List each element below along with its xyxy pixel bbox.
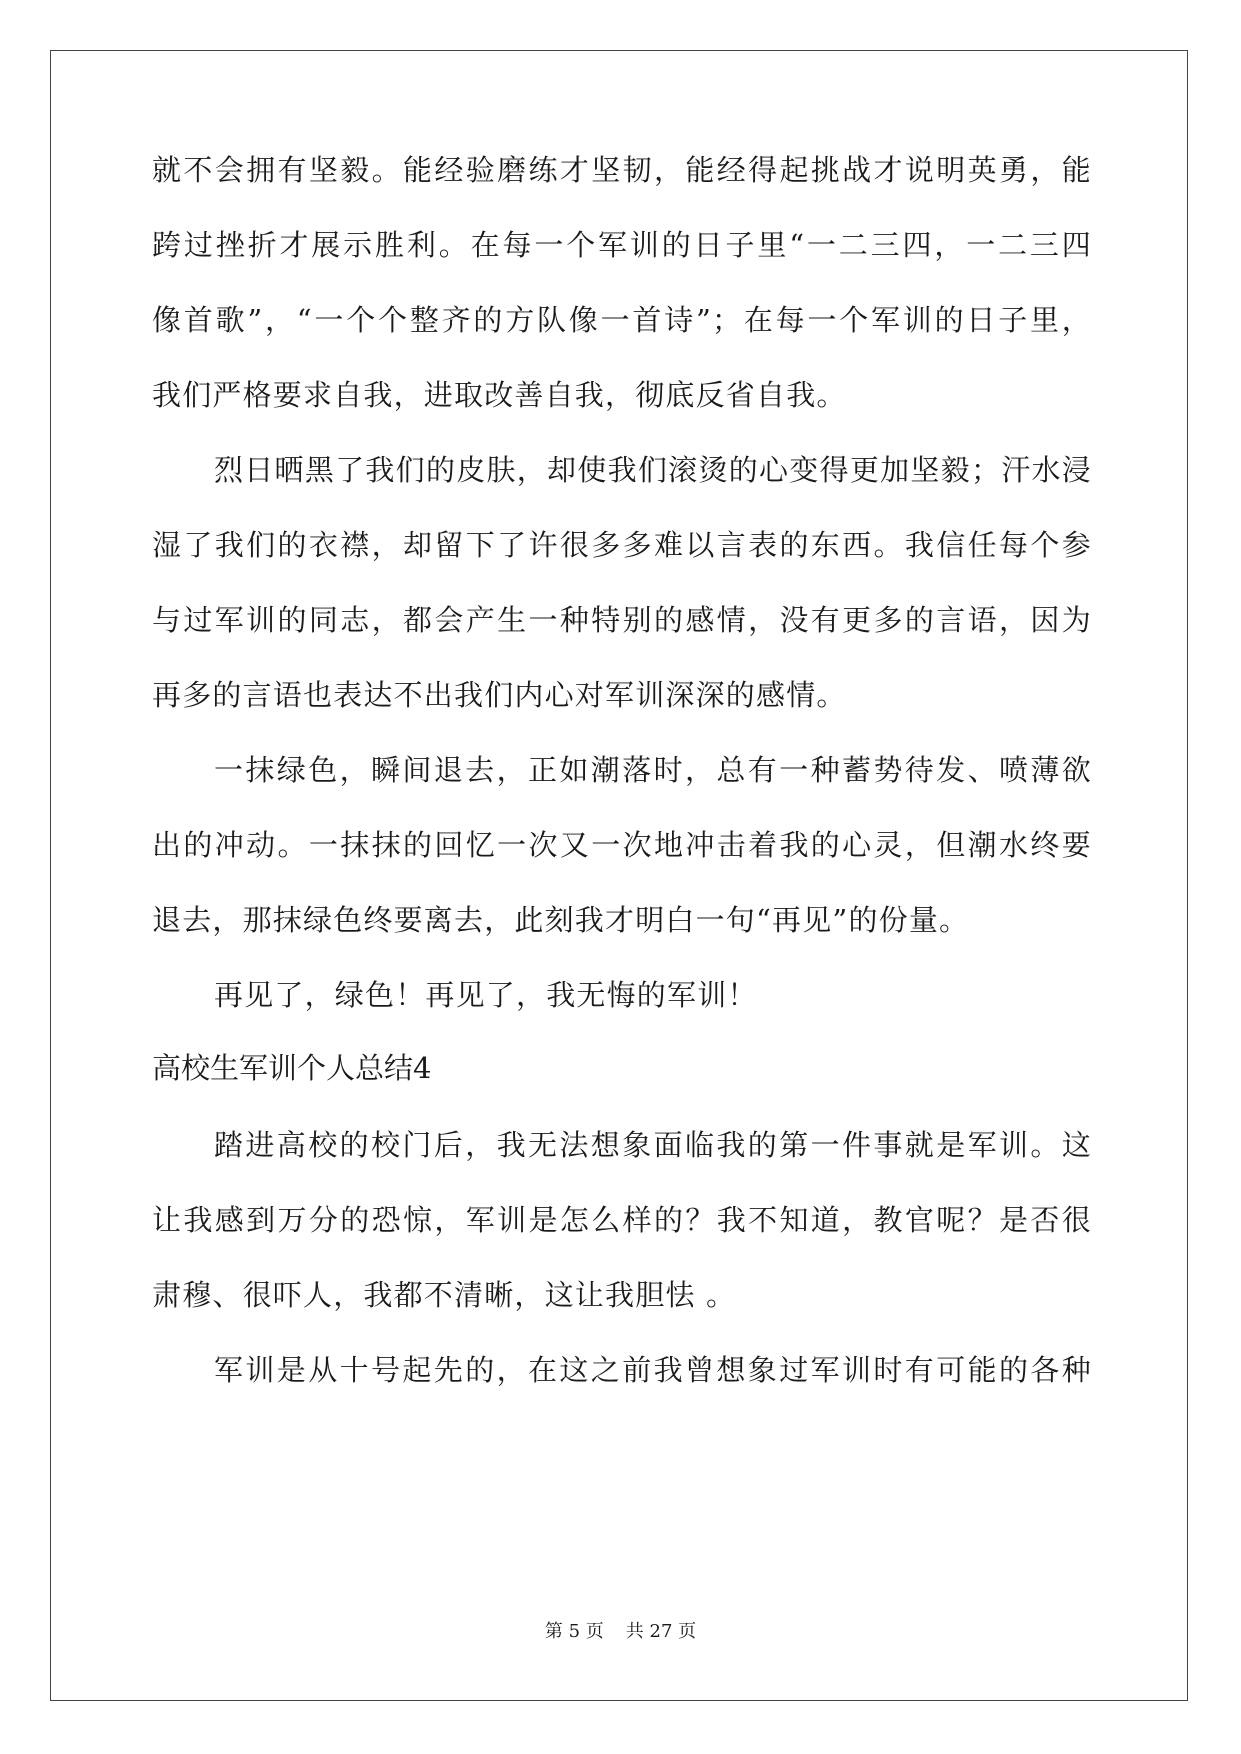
text-line: 再多的言语也表达不出我们内心对军训深深的感情。 [152,678,847,712]
text-line: 让我感到万分的恐惊，军训是怎么样的？我不知道，教官呢？是否很 [152,1203,1092,1237]
text-line: 出的冲动。一抹抹的回忆一次又一次地冲击着我的心灵，但潮水终要 [152,828,1092,862]
text-line: 湿了我们的衣襟，却留下了许很多多难以言表的东西。我信任每个参 [152,528,1092,562]
text-line: 肃穆、很吓人，我都不清晰，这让我胆怯 。 [152,1278,737,1312]
page-border [50,50,1188,1701]
paragraph-first-line: 一抹绿色，瞬间退去，正如潮落时，总有一种蓄势待发、喷薄欲 [214,753,1092,787]
text-line: 像首歌”，“一个个整齐的方队像一首诗”；在每一个军训的日子里， [152,303,1092,337]
paragraph-first-line: 再见了，绿色！再见了，我无悔的军训！ [214,978,758,1012]
section-heading: 高校生军训个人总结4 [152,1051,432,1085]
text-line: 就不会拥有坚毅。能经验磨练才坚韧，能经得起挑战才说明英勇，能 [152,153,1092,187]
text-line: 跨过挫折才展示胜利。在每一个军训的日子里“一二三四，一二三四 [152,228,1092,262]
page-total: 共 27 页 [625,1621,697,1642]
page-number: 第 5 页 [544,1621,604,1642]
text-line: 退去，那抹绿色终要离去，此刻我才明白一句“再见”的份量。 [152,903,970,937]
text-line: 我们严格要求自我，进取改善自我，彻底反省自我。 [152,378,847,412]
page-footer [0,1620,1241,1644]
paragraph-first-line: 军训是从十号起先的，在这之前我曾想象过军训时有可能的各种 [214,1353,1092,1387]
text-line: 与过军训的同志，都会产生一种特别的感情，没有更多的言语，因为 [152,603,1092,637]
paragraph-first-line: 烈日晒黑了我们的皮肤，却使我们滚烫的心变得更加坚毅；汗水浸 [214,453,1092,487]
paragraph-first-line: 踏进高校的校门后，我无法想象面临我的第一件事就是军训。这 [214,1128,1092,1162]
